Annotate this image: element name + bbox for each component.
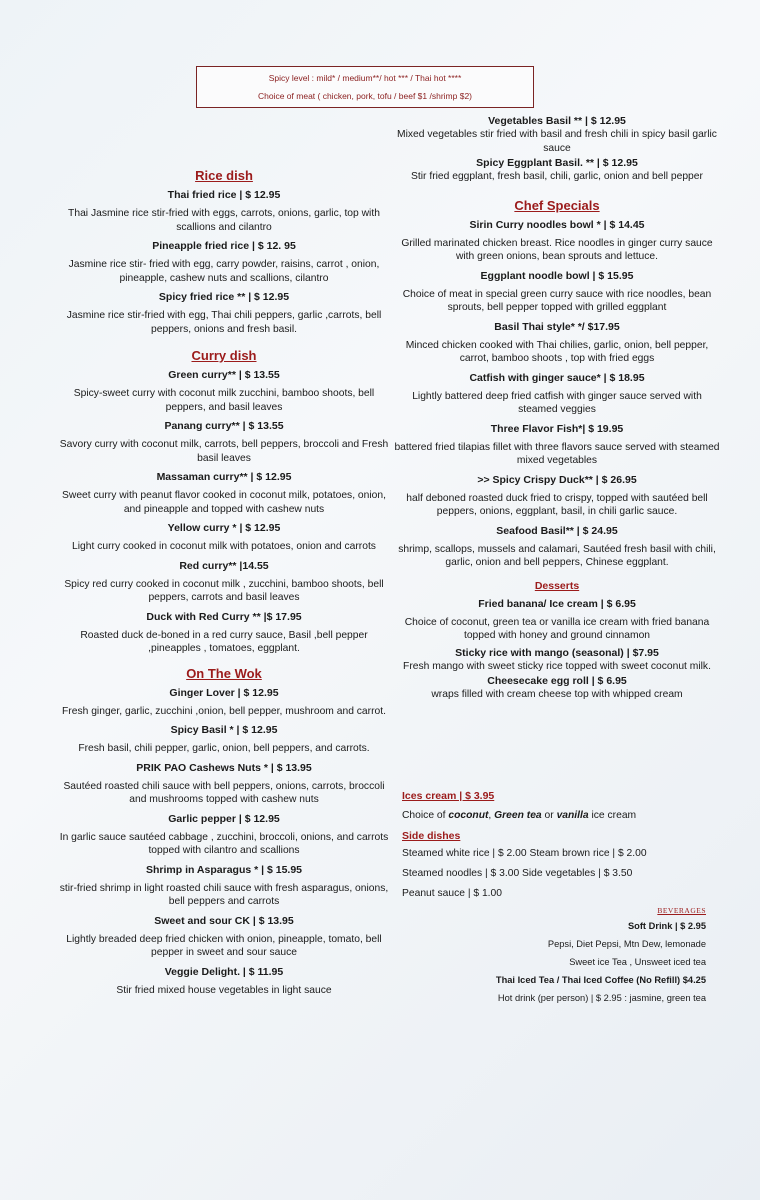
item-description: wraps filled with cream cheese top with whipped cream bbox=[431, 689, 683, 700]
spicy-level-text: Spicy level : mild* / medium**/ hot *** / Thai hot **** bbox=[268, 73, 462, 83]
menu-item bbox=[392, 157, 722, 184]
item-name: Seafood Basil** | $ 24.95 bbox=[496, 524, 618, 537]
menu-item bbox=[58, 420, 390, 465]
menu-item bbox=[58, 471, 390, 516]
item-description: Choice of meat in special green curry sauce with rice noodles, bean sprouts, bell pepper topped with grilled eggplant bbox=[402, 288, 712, 313]
item-name: Green curry** | $ 13.55 bbox=[168, 369, 280, 381]
text-fragment: Green tea bbox=[494, 810, 542, 821]
menu-item bbox=[392, 219, 722, 264]
item-description: Jasmine rice stir- fried with egg, carry powder, raisins, carrot , onion, pineapple, cashew nuts and scallions, cilantro bbox=[68, 259, 380, 284]
item-name: Fried banana/ Ice cream | $ 6.95 bbox=[478, 597, 636, 610]
item-name: Ginger Lover | $ 12.95 bbox=[169, 686, 279, 699]
menu-item bbox=[392, 598, 722, 643]
item-description: battered fried tilapias fillet with three flavors sauce served with steamed mixed vegetables bbox=[394, 441, 720, 466]
section-title-chef-specials: Chef Specials bbox=[514, 197, 600, 213]
thai-iced-drinks: Thai Iced Tea / Thai Iced Coffee (No Refill) $4.25 bbox=[495, 975, 706, 985]
side-row: Steamed white rice | $ 2.00 Steam brown rice | $ 2.00 bbox=[402, 848, 647, 859]
item-description: Stir fried mixed house vegetables in light sauce bbox=[116, 984, 332, 996]
item-description: Jasmine rice stir-fried with egg, Thai chili peppers, garlic ,carrots, bell peppers, onions and fresh basil. bbox=[66, 310, 382, 335]
ice-cream-and-sides bbox=[402, 790, 722, 908]
section-title-side-dishes: Side dishes bbox=[402, 830, 461, 842]
item-name: Yellow curry * | $ 12.95 bbox=[167, 522, 281, 534]
right-column bbox=[392, 113, 722, 702]
menu-item bbox=[58, 611, 390, 656]
item-name: Veggie Delight. | $ 11.95 bbox=[164, 965, 284, 978]
ice-cream-description bbox=[402, 810, 722, 821]
item-name: Cheesecake egg roll | $ 6.95 bbox=[487, 675, 627, 687]
side-row: Peanut sauce | $ 1.00 bbox=[402, 888, 502, 899]
side-row: Steamed noodles | $ 3.00 Side vegetables | $ 3.50 bbox=[402, 868, 633, 879]
section-title-ices-cream: Ices cream | $ 3.95 bbox=[402, 790, 495, 802]
menu-item bbox=[58, 189, 390, 234]
item-description: Lightly breaded deep fried chicken with onion, pineapple, tomato, bell pepper in sweet and sour sauce bbox=[66, 933, 382, 958]
hot-drink: Hot drink (per person) | $ 2.95 : jasmine, green tea bbox=[497, 993, 706, 1003]
item-description: In garlic sauce sautéed cabbage , zucchini, broccoli, onions, and carrots topped with cilantro and scallions bbox=[59, 831, 389, 856]
section-title-desserts: Desserts bbox=[534, 579, 580, 592]
item-description: stir-fried shrimp in light roasted chili sauce with fresh asparagus, onions, bell peppers and carrots bbox=[59, 882, 389, 907]
item-name: Eggplant noodle bowl | $ 15.95 bbox=[480, 269, 634, 282]
menu-item bbox=[58, 240, 390, 285]
item-name: Duck with Red Curry ** |$ 17.95 bbox=[146, 610, 302, 623]
item-name: Spicy fried rice ** | $ 12.95 bbox=[158, 291, 290, 303]
item-description: Minced chicken cooked with Thai chilies, garlic, onion, bell pepper, carrot, bamboo shoots , top with fried eggs bbox=[405, 339, 709, 364]
text-fragment: , bbox=[488, 810, 495, 821]
item-name: Catfish with ginger sauce* | $ 18.95 bbox=[469, 371, 645, 384]
menu-item bbox=[392, 675, 722, 702]
menu-item bbox=[392, 372, 722, 417]
soft-drink: Soft Drink | $ 2.95 bbox=[627, 921, 706, 931]
basil-group bbox=[392, 115, 722, 184]
item-description: Light curry cooked in coconut milk with potatoes, onion and carrots bbox=[72, 541, 376, 552]
item-name: Sticky rice with mango (seasonal) | $7.95 bbox=[455, 646, 659, 659]
item-description: Fresh basil, chili pepper, garlic, onion, bell peppers, and carrots. bbox=[78, 743, 370, 754]
text-fragment: ice cream bbox=[588, 810, 637, 821]
menu-item bbox=[58, 560, 390, 605]
item-name: Pineapple fried rice | $ 12. 95 bbox=[152, 240, 296, 252]
text-fragment: or bbox=[541, 810, 557, 821]
text-fragment: coconut bbox=[448, 810, 489, 821]
item-description: shrimp, scallops, mussels and calamari, Sautéed fresh basil with chili, garlic, onion and bell peppers, Chinese eggplant. bbox=[398, 543, 716, 568]
item-name: Spicy Basil * | $ 12.95 bbox=[170, 724, 278, 736]
menu-item bbox=[58, 762, 390, 807]
item-description: Spicy-sweet curry with coconut milk zucchini, bamboo shoots, bell peppers, and basil leaves bbox=[73, 388, 375, 413]
item-description: Roasted duck de-boned in a red curry sauce, Basil ,bell pepper ,pineapples , tomatoes, eggplant. bbox=[80, 629, 368, 654]
menu-item bbox=[392, 270, 722, 315]
item-description: Mixed vegetables stir fried with basil and fresh chili in spicy basil garlic sauce bbox=[397, 129, 717, 154]
iced-tea-list: Sweet ice Tea , Unsweet iced tea bbox=[569, 957, 706, 967]
item-name: Vegetables Basil ** | $ 12.95 bbox=[488, 115, 626, 127]
menu-item bbox=[392, 321, 722, 366]
item-name: Sirin Curry noodles bowl * | $ 14.45 bbox=[469, 218, 645, 231]
item-name: Garlic pepper | $ 12.95 bbox=[168, 812, 280, 825]
item-name: Red curry** |14.55 bbox=[179, 559, 269, 572]
text-fragment: Choice of bbox=[402, 810, 449, 821]
item-name: Shrimp in Asparagus * | $ 15.95 bbox=[145, 863, 303, 876]
menu-item bbox=[392, 474, 722, 519]
item-description: Grilled marinated chicken breast. Rice noodles in ginger curry sauce with green onions, bean sprouts and lettuce. bbox=[401, 237, 713, 262]
item-description: Thai Jasmine rice stir-fried with eggs, carrots, onions, garlic, top with scallions and cilantro bbox=[68, 208, 380, 233]
menu-item bbox=[392, 423, 722, 468]
left-column bbox=[58, 158, 390, 997]
menu-item bbox=[58, 687, 390, 719]
text-fragment: vanilla bbox=[556, 810, 589, 821]
item-name: PRIK PAO Cashews Nuts * | $ 13.95 bbox=[136, 761, 312, 774]
item-name: Panang curry** | $ 13.55 bbox=[164, 420, 284, 432]
item-description: Choice of coconut, green tea or vanilla ice cream with fried banana topped with honey and ground cinnamon bbox=[404, 616, 710, 641]
soft-drink-list: Pepsi, Diet Pepsi, Mtn Dew, lemonade bbox=[547, 939, 706, 949]
item-description: half deboned roasted duck fried to crispy, topped with sautéed bell peppers, onions, eggplant, basil, in chili garlic sauce. bbox=[406, 492, 708, 517]
meat-choice-text: Choice of meat ( chicken, pork, tofu / beef $1 /shrimp $2) bbox=[257, 91, 473, 101]
item-description: Stir fried eggplant, fresh basil, chili, garlic, onion and bell pepper bbox=[411, 171, 703, 182]
item-name: >> Spicy Crispy Duck** | $ 26.95 bbox=[477, 473, 637, 486]
desserts-group bbox=[392, 598, 722, 702]
section-title-rice: Rice dish bbox=[195, 168, 253, 183]
menu-item bbox=[58, 915, 390, 960]
section-title-beverages: BEVERAGES bbox=[657, 906, 706, 915]
menu-item bbox=[58, 813, 390, 858]
item-name: Basil Thai style* */ $17.95 bbox=[494, 320, 620, 333]
item-description: Sautéed roasted chili sauce with bell peppers, onions, carrots, broccoli and mushrooms topped with cashew nuts bbox=[63, 780, 385, 805]
item-description: Spicy red curry cooked in coconut milk , zucchini, bamboo shoots, bell peppers, carrots and basil leaves bbox=[64, 578, 384, 603]
menu-item bbox=[58, 291, 390, 336]
spicy-level-banner bbox=[196, 66, 534, 108]
menu-item bbox=[58, 724, 390, 756]
menu-item bbox=[58, 369, 390, 414]
item-name: Sweet and sour CK | $ 13.95 bbox=[154, 914, 294, 927]
item-description: Lightly battered deep fried catfish with ginger sauce served with steamed veggies bbox=[412, 390, 702, 415]
section-title-curry: Curry dish bbox=[191, 348, 257, 363]
menu-item bbox=[392, 647, 722, 674]
item-description: Fresh ginger, garlic, zucchini ,onion, bell pepper, mushroom and carrot. bbox=[62, 705, 386, 717]
menu-item bbox=[58, 864, 390, 909]
beverages bbox=[470, 906, 706, 1011]
menu-item bbox=[392, 525, 722, 570]
menu-item bbox=[58, 522, 390, 554]
item-description: Fresh mango with sweet sticky rice topped with sweet coconut milk. bbox=[403, 660, 711, 672]
item-description: Sweet curry with peanut flavor cooked in coconut milk, potatoes, onion, and pineapple and topped with cashew nuts bbox=[62, 490, 386, 515]
item-name: Three Flavor Fish*| $ 19.95 bbox=[490, 422, 624, 435]
item-name: Thai fried rice | $ 12.95 bbox=[167, 189, 281, 201]
item-name: Massaman curry** | $ 12.95 bbox=[156, 471, 292, 483]
item-name: Spicy Eggplant Basil. ** | $ 12.95 bbox=[476, 157, 638, 169]
menu-item bbox=[58, 966, 390, 998]
section-title-wok: On The Wok bbox=[186, 665, 262, 681]
menu-item bbox=[392, 115, 722, 155]
item-description: Savory curry with coconut milk, carrots, bell peppers, broccoli and Fresh basil leaves bbox=[59, 439, 389, 464]
